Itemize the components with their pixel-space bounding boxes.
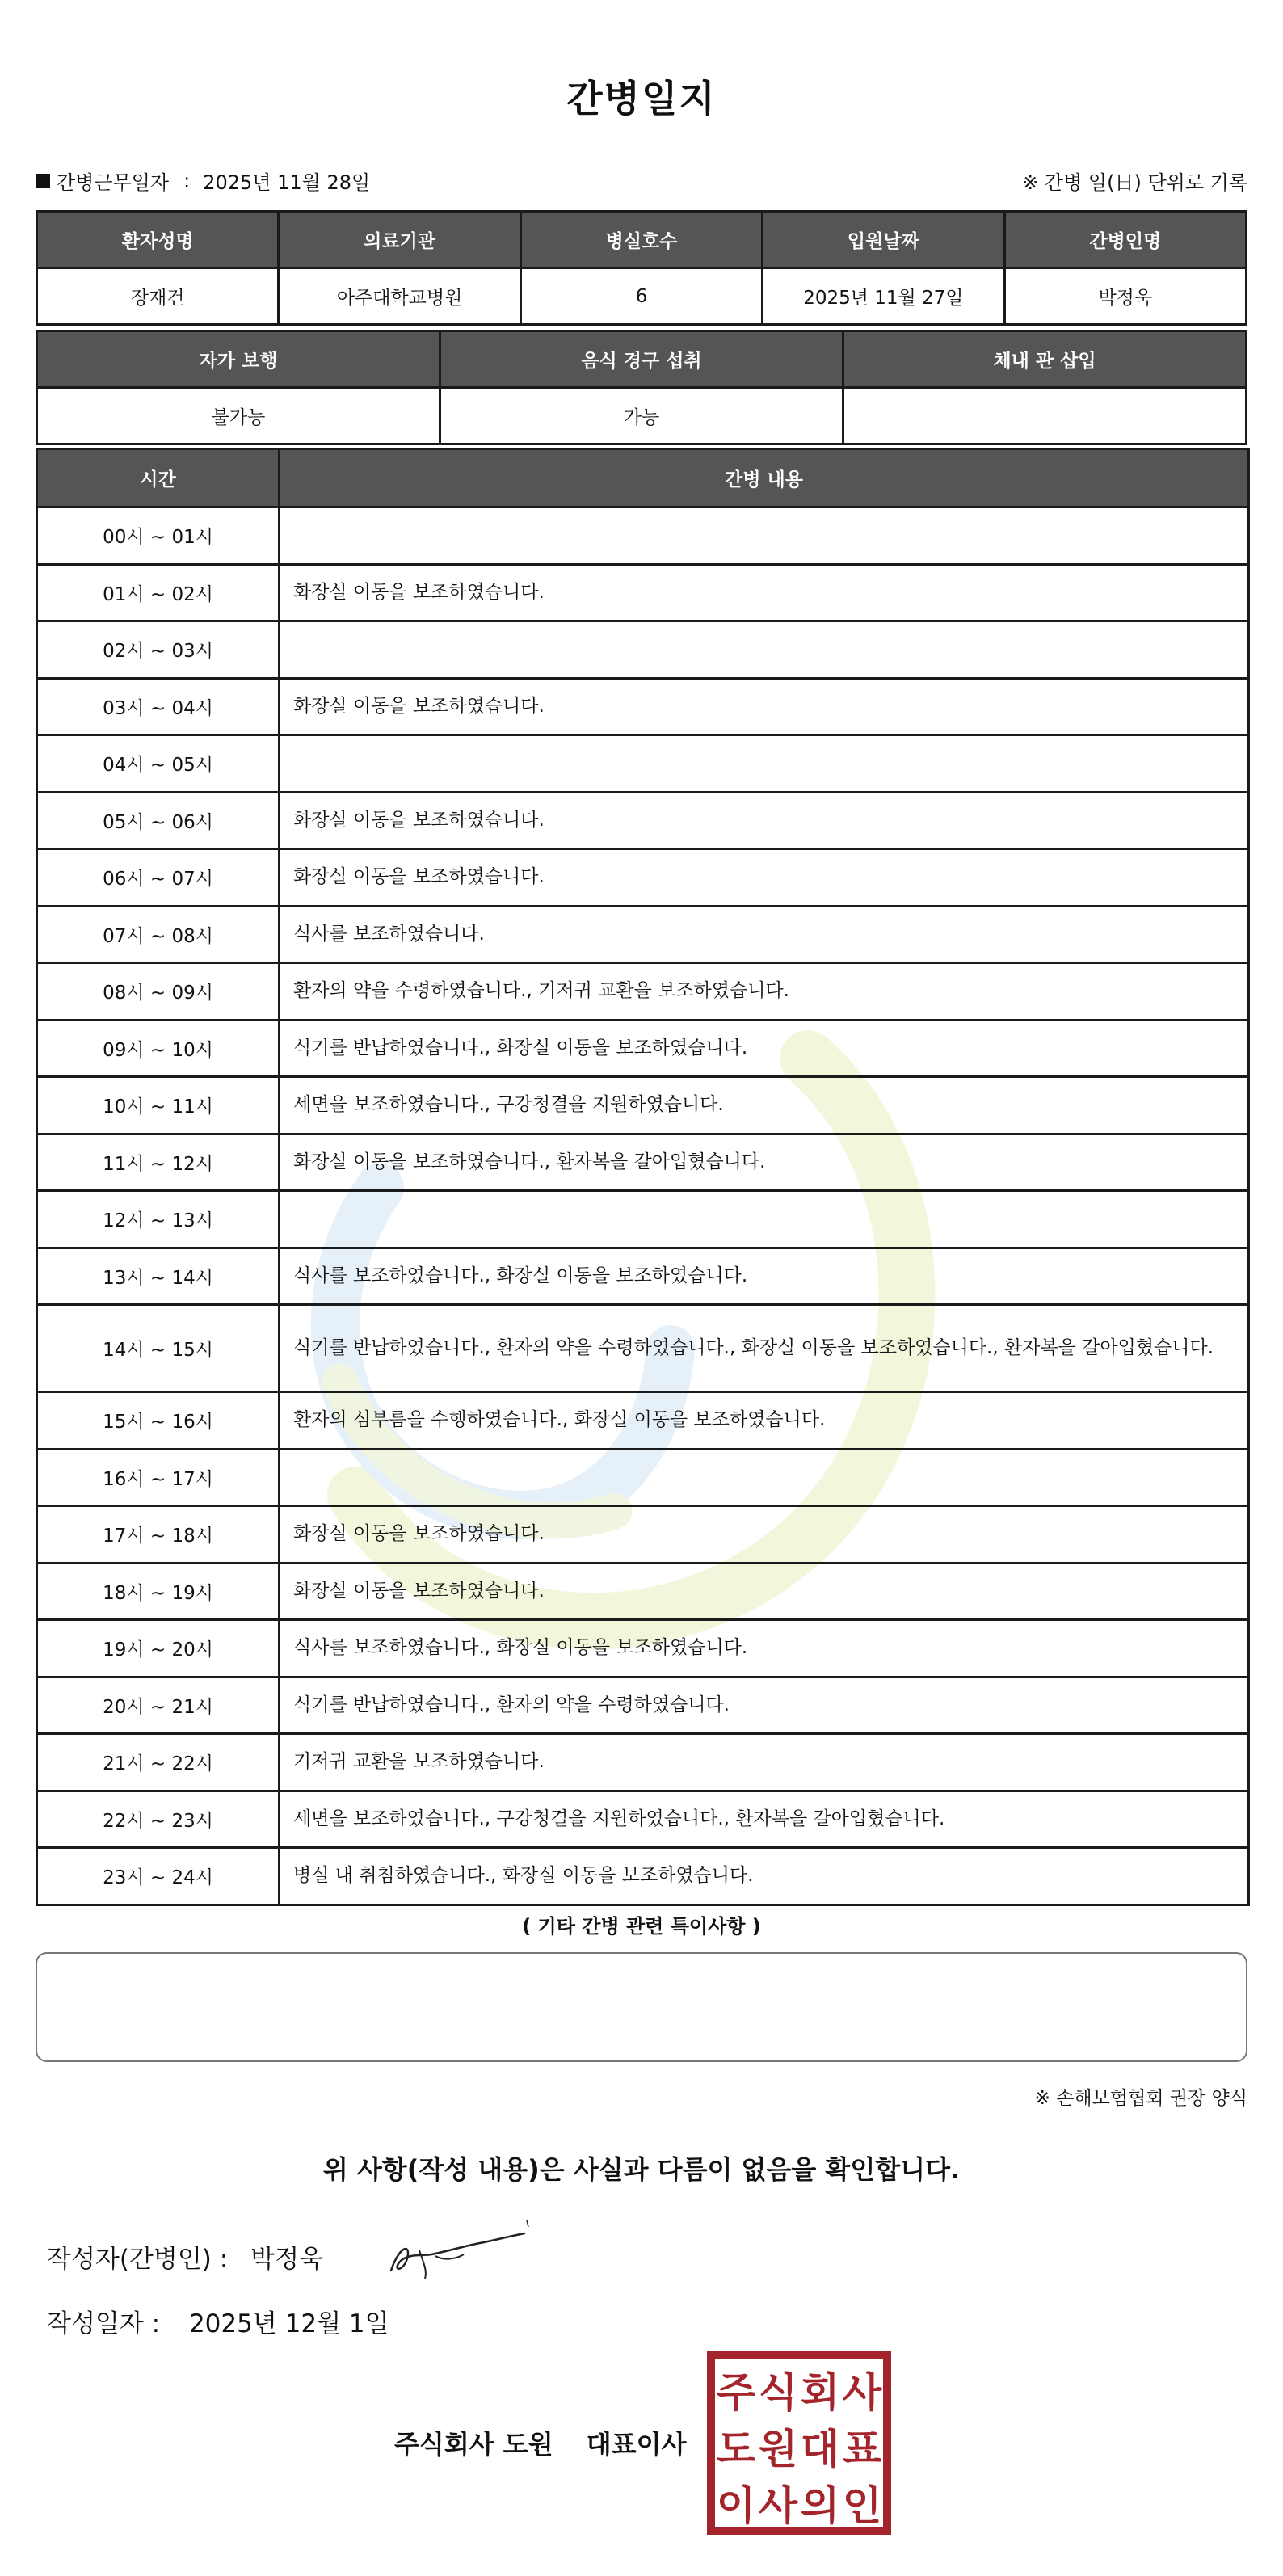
seal-character: 도 (716, 2426, 756, 2473)
seal-character: 인 (842, 2482, 882, 2529)
schedule-row (37, 1620, 1249, 1677)
care-schedule-table (36, 448, 1250, 1906)
schedule-content-cell: 환자의 심부름을 수행하였습니다., 화장실 이동을 보조하였습니다. (280, 1392, 1249, 1450)
seal-character: 주 (716, 2369, 756, 2416)
company-name: 주식회사 도원 (394, 2429, 553, 2460)
schedule-time-cell: 11시 ~ 12시 (37, 1134, 280, 1191)
schedule-content-cell: 화장실 이동을 보조하였습니다. (280, 792, 1249, 849)
schedule-row (37, 1020, 1249, 1077)
seal-character: 원 (758, 2426, 798, 2473)
schedule-time-cell: 16시 ~ 17시 (37, 1449, 280, 1506)
write-date-line (47, 2303, 389, 2339)
square-bullet-icon (36, 174, 50, 188)
schedule-row (37, 1506, 1249, 1564)
header-hospital: 의료기관 (279, 212, 520, 268)
header-admission-date: 입원날짜 (763, 212, 1004, 268)
schedule-time-cell: 03시 ~ 04시 (37, 678, 280, 735)
schedule-row (37, 1791, 1249, 1848)
recommend-form-note: ※ 손해보험협회 권장 양식 (1034, 2088, 1247, 2109)
value-room-number: 6 (520, 268, 762, 325)
schedule-content-cell (280, 1449, 1249, 1506)
schedule-content-cell: 세면을 보조하였습니다., 구강청결을 지원하였습니다. (280, 1077, 1249, 1134)
schedule-row (37, 906, 1249, 963)
work-date-colon: : (183, 169, 191, 192)
seal-character: 의 (800, 2482, 840, 2529)
schedule-time-cell: 10시 ~ 11시 (37, 1077, 280, 1134)
schedule-row (37, 621, 1249, 679)
patient-header-row (37, 212, 1247, 268)
schedule-time-cell: 04시 ~ 05시 (37, 735, 280, 793)
schedule-content-cell: 식사를 보조하였습니다., 화장실 이동을 보조하였습니다. (280, 1620, 1249, 1677)
schedule-time-cell: 18시 ~ 19시 (37, 1563, 280, 1620)
schedule-content-cell: 환자의 약을 수령하였습니다., 기저귀 교환을 보조하였습니다. (280, 963, 1249, 1021)
company-line (394, 2424, 686, 2461)
patient-value-row (37, 268, 1247, 325)
schedule-content-cell: 세면을 보조하였습니다., 구강청결을 지원하였습니다., 환자복을 갈아입혔습니다. (280, 1791, 1249, 1848)
schedule-content-cell: 식기를 반납하였습니다., 환자의 약을 수령하였습니다., 화장실 이동을 보조하였습니다., 환자복을 갈아입혔습니다. (280, 1305, 1249, 1392)
schedule-row (37, 1848, 1249, 1905)
schedule-content-cell: 화장실 이동을 보조하였습니다. (280, 1506, 1249, 1564)
schedule-content-cell (280, 507, 1249, 565)
schedule-row (37, 735, 1249, 793)
schedule-content-cell: 화장실 이동을 보조하였습니다. (280, 678, 1249, 735)
schedule-row (37, 849, 1249, 907)
schedule-row (37, 1305, 1249, 1392)
schedule-content-cell: 화장실 이동을 보조하였습니다., 환자복을 갈아입혔습니다. (280, 1134, 1249, 1191)
seal-character: 사 (758, 2482, 798, 2529)
schedule-row (37, 564, 1249, 621)
header-room-number: 병실호수 (520, 212, 762, 268)
value-patient-name: 장재건 (37, 268, 279, 325)
schedule-content-cell: 식사를 보조하였습니다. (280, 906, 1249, 963)
notes-title: ( 기타 간병 관련 특이사항 ) (522, 1915, 761, 1938)
schedule-time-cell: 02시 ~ 03시 (37, 621, 280, 679)
value-admission-date: 2025년 11월 27일 (763, 268, 1004, 325)
schedule-time-cell: 12시 ~ 13시 (37, 1191, 280, 1248)
writer-line (47, 2238, 323, 2275)
schedule-time-cell: 01시 ~ 02시 (37, 564, 280, 621)
seal-character: 사 (842, 2369, 882, 2416)
seal-character: 표 (842, 2426, 882, 2473)
schedule-time-cell: 06시 ~ 07시 (37, 849, 280, 907)
schedule-time-cell: 17시 ~ 18시 (37, 1506, 280, 1564)
meta-row (36, 166, 1247, 199)
company-seal-stamp (706, 2350, 892, 2536)
schedule-time-cell: 13시 ~ 14시 (37, 1248, 280, 1305)
representative-title: 대표이사 (586, 2429, 687, 2460)
seal-character: 이 (716, 2482, 756, 2529)
schedule-row (37, 1677, 1249, 1734)
schedule-time-cell: 08시 ~ 09시 (37, 963, 280, 1021)
schedule-time-cell: 09시 ~ 10시 (37, 1020, 280, 1077)
header-caregiver-name: 간병인명 (1004, 212, 1246, 268)
schedule-content-cell (280, 621, 1249, 679)
schedule-row (37, 1734, 1249, 1791)
special-notes-box (36, 1952, 1247, 2062)
writer-name: 박정욱 (250, 2245, 324, 2274)
schedule-content-cell (280, 735, 1249, 793)
write-date-label: 작성일자 : (47, 2309, 161, 2338)
header-self-walking: 자가 보행 (37, 331, 440, 388)
document-title: 간병일지 (566, 77, 717, 120)
schedule-content-cell: 식사를 보조하였습니다., 화장실 이동을 보조하였습니다. (280, 1248, 1249, 1305)
schedule-row (37, 1191, 1249, 1248)
schedule-header-row (37, 449, 1249, 507)
confirmation-statement: 위 사항(작성 내용)은 사실과 다름이 없음을 확인합니다. (322, 2154, 961, 2185)
schedule-time-cell: 22시 ~ 23시 (37, 1791, 280, 1848)
schedule-time-cell: 20시 ~ 21시 (37, 1677, 280, 1734)
work-date (36, 166, 370, 195)
schedule-row (37, 1392, 1249, 1450)
schedule-row (37, 1077, 1249, 1134)
seal-character: 회 (800, 2369, 840, 2416)
ability-header-row (37, 331, 1247, 388)
schedule-row (37, 792, 1249, 849)
signature-image (375, 2214, 536, 2287)
header-tube-insertion: 체내 관 삽입 (843, 331, 1247, 388)
seal-character: 식 (758, 2369, 798, 2416)
schedule-content-cell: 화장실 이동을 보조하였습니다. (280, 849, 1249, 907)
schedule-row (37, 963, 1249, 1021)
schedule-content-cell: 화장실 이동을 보조하였습니다. (280, 1563, 1249, 1620)
schedule-row (37, 1449, 1249, 1506)
schedule-content-cell: 기저귀 교환을 보조하였습니다. (280, 1734, 1249, 1791)
value-tube-insertion (843, 388, 1247, 444)
schedule-time-cell: 19시 ~ 20시 (37, 1620, 280, 1677)
schedule-row (37, 1563, 1249, 1620)
schedule-row (37, 678, 1249, 735)
value-self-walking: 불가능 (37, 388, 440, 444)
schedule-time-cell: 23시 ~ 24시 (37, 1848, 280, 1905)
work-date-label: 간병근무일자 (57, 171, 170, 194)
schedule-content-cell: 병실 내 취침하였습니다., 화장실 이동을 보조하였습니다. (280, 1848, 1249, 1905)
schedule-content-cell: 화장실 이동을 보조하였습니다. (280, 564, 1249, 621)
header-care-content: 간병 내용 (280, 449, 1249, 507)
schedule-row (37, 1134, 1249, 1191)
value-oral-intake: 가능 (440, 388, 843, 444)
write-date-value: 2025년 12월 1일 (188, 2309, 389, 2338)
value-caregiver-name: 박정욱 (1004, 268, 1246, 325)
schedule-time-cell: 14시 ~ 15시 (37, 1305, 280, 1392)
schedule-time-cell: 05시 ~ 06시 (37, 792, 280, 849)
header-time: 시간 (37, 449, 280, 507)
schedule-content-cell: 식기를 반납하였습니다., 환자의 약을 수령하였습니다. (280, 1677, 1249, 1734)
work-date-value: 2025년 11월 28일 (203, 171, 371, 194)
schedule-row (37, 507, 1249, 565)
record-unit-note: ※ 간병 일(日) 단위로 기록 (1022, 171, 1247, 194)
schedule-content-cell: 식기를 반납하였습니다., 화장실 이동을 보조하였습니다. (280, 1020, 1249, 1077)
schedule-time-cell: 21시 ~ 22시 (37, 1734, 280, 1791)
schedule-time-cell: 00시 ~ 01시 (37, 507, 280, 565)
value-hospital: 아주대학교병원 (279, 268, 520, 325)
schedule-time-cell: 15시 ~ 16시 (37, 1392, 280, 1450)
schedule-content-cell (280, 1191, 1249, 1248)
ability-value-row (37, 388, 1247, 444)
schedule-body (37, 507, 1249, 1905)
writer-label: 작성자(간병인) : (47, 2245, 229, 2274)
header-patient-name: 환자성명 (37, 212, 279, 268)
schedule-time-cell: 07시 ~ 08시 (37, 906, 280, 963)
seal-character: 대 (800, 2426, 840, 2473)
header-oral-intake: 음식 경구 섭취 (440, 331, 843, 388)
patient-ability-table (36, 330, 1247, 445)
schedule-row (37, 1248, 1249, 1305)
patient-info-table (36, 210, 1247, 326)
